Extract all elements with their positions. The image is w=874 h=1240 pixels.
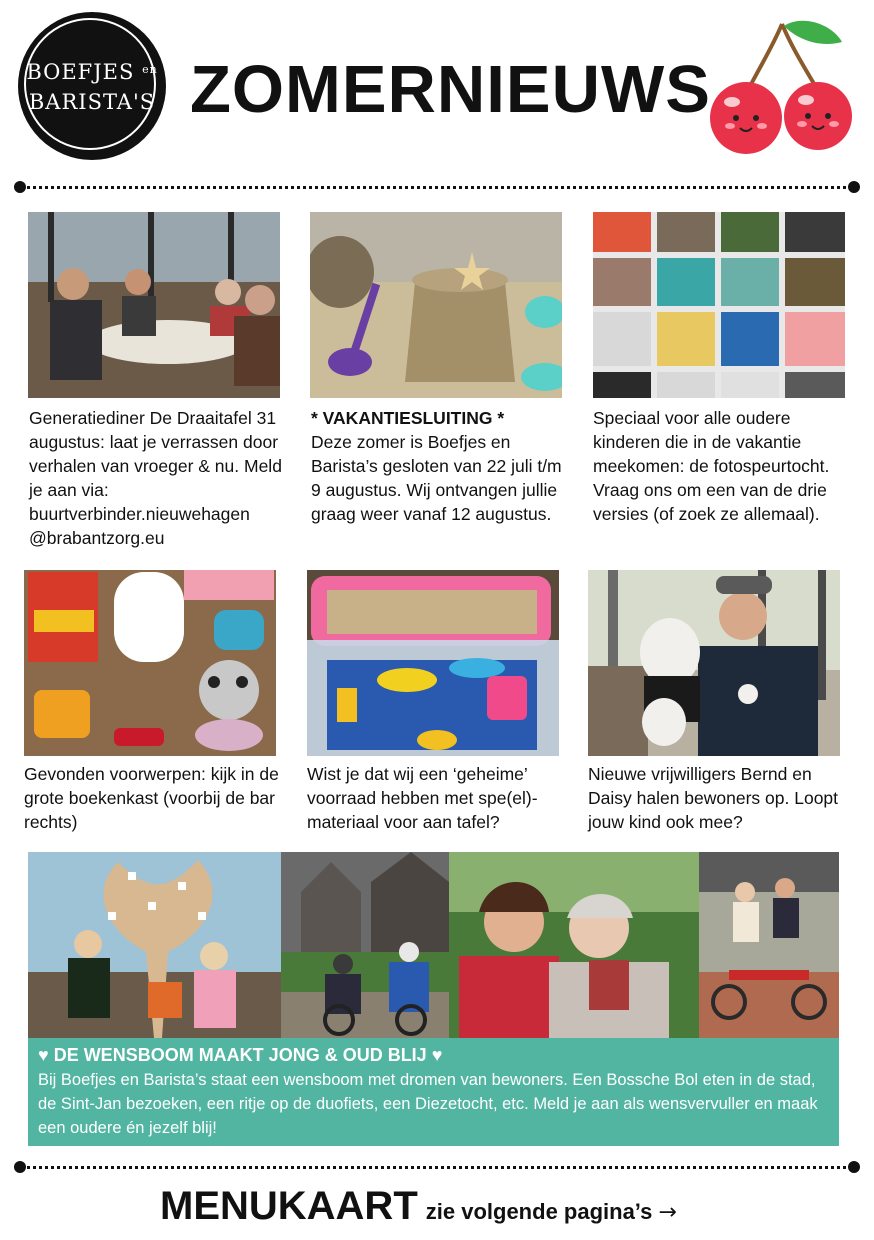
closure-heading: * VAKANTIESLUITING * — [311, 408, 505, 428]
volunteer-dog-photo — [588, 570, 840, 756]
caption-found-items: Gevonden voorwerpen: kijk in de grote boekenkast (voorbij de bar rechts) — [24, 764, 279, 832]
selfie-photo — [449, 852, 699, 1038]
menu-subtext: zie volgende pagina’s — [425, 1199, 653, 1224]
divider-top — [14, 181, 860, 193]
caption-photo-hunt: Speciaal voor alle oudere kinderen die in de vakantie meekomen: de fotospeurtocht. Vraag ons om een van de drie versies (of zoek ze allemaal). — [593, 408, 830, 524]
arrow-right-icon: → — [658, 1200, 677, 1225]
banner-title: ♥ DE WENSBOOM MAAKT JONG & OUD BLIJ ♥ — [38, 1045, 443, 1065]
logo — [18, 12, 166, 160]
banner-text: Bij Boefjes en Barista’s staat een wensboom met dromen van bewoners. Een Bossche Bol eten in de stad, de Sint-Jan bezoeken, een ritje op de duofiets, een Diezetocht, etc. Meld je aan als wensvervuller en maak een oudere én jezelf blij! — [38, 1071, 818, 1137]
cherries-icon — [702, 18, 862, 160]
menu-heading: MENUKAART — [160, 1184, 418, 1228]
logo-en: en — [142, 63, 158, 76]
sandcastle-photo — [310, 212, 562, 398]
logo-ring — [24, 18, 156, 150]
logo-line1-text: BOEFJES — [26, 60, 135, 84]
page-title: ZOMERNIEUWS — [190, 52, 711, 127]
divider-bottom — [14, 1161, 860, 1173]
caption-closure — [311, 406, 573, 526]
wish-tree-banner — [28, 1038, 839, 1146]
closure-text: Deze zomer is Boefjes en Barista’s gesloten van 22 juli t/m 9 augustus. Wij ontvangen jullie graag weer vanaf 12 augustus. — [311, 432, 562, 524]
logo-line2: BARISTA'S — [28, 90, 156, 114]
found-items-photo — [24, 570, 276, 756]
logo-line1 — [18, 60, 166, 84]
dinner-photo — [28, 212, 280, 398]
duo-bike-photo — [699, 852, 839, 1038]
caption-volunteers: Nieuwe vrijwilligers Bernd en Daisy halen bewoners op. Loopt jouw kind ook mee? — [588, 764, 839, 832]
caption-dinner: Generatiediner De Draaitafel 31 augustus: laat je verrassen door verhalen van vroeger & nu. Meld je aan via: buurtverbinder.nieuwehagen @brabantzorg.eu — [29, 408, 282, 548]
play-materials-photo — [307, 570, 559, 756]
wish-tree-photo — [28, 852, 281, 1038]
caption-play-materials: Wist je dat wij een ‘geheime’ voorraad hebben met spe(el)-materiaal voor aan tafel? — [307, 764, 538, 832]
footer — [160, 1184, 760, 1229]
photo-hunt-collage — [593, 212, 845, 398]
cathedral-photo — [281, 852, 449, 1038]
